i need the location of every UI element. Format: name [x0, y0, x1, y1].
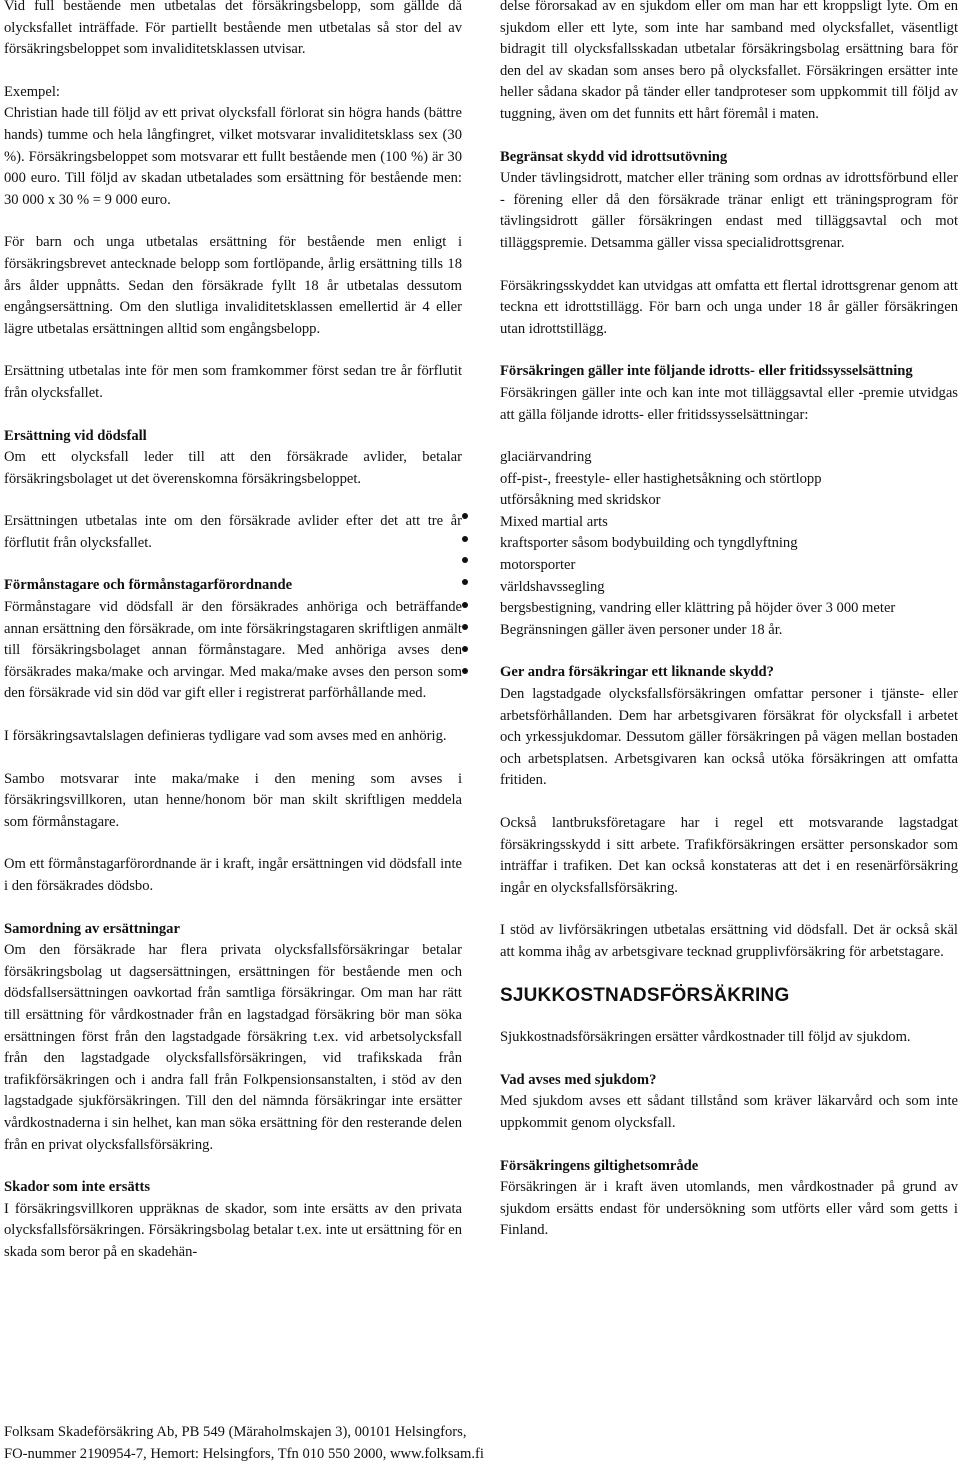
left-column — [4, 0, 462, 1264]
example-text: Christian hade till följd av ett privat olycksfall förlorat sin högra hands (bättre hands) tumme och hela långfingret, vilket motsvarar invaliditetsklass sex (30 %). Försäkringsbeloppet som motsvarar ett fullt bestående men (100 %) är 30 000 euro. Till följd av skadan utbetalades som ersättning för bestående men: 30 000 x 30 % = 9 000 euro. — [4, 105, 462, 208]
example-paragraph — [4, 82, 462, 212]
list-item: världshavssegling — [500, 578, 605, 595]
illness-heading: Vad avses med sjukdom? — [500, 1071, 657, 1088]
other-insurance-section — [500, 662, 958, 792]
list-item: bergsbestigning, vandring eller klättring på höjder över 3 000 meter — [500, 600, 896, 617]
beneficiary-text-4: Om ett förmånstagarförordnande är i kraft, ingår ersättningen vid dödsfall inte i den försäkrades dödsbo. — [4, 856, 462, 894]
beneficiary-heading: Förmånstagare och förmånstagarförordnande — [4, 577, 293, 594]
exclusion-heading: Försäkringen gäller inte följande idrotts- eller fritidssysselsättning — [500, 363, 913, 380]
page-footer — [4, 1422, 904, 1465]
beneficiary-text: Förmånstagare vid dödsfall är den försäkrades anhöriga och beträffande annan ersättning den försäkrade, om inte försäkringstagaren skriftligen anmält till försäkringsbolaget annan förmånstagare. Med anhöriga avses den försäkrades maka/make och arvingar. Med maka/make avses den person som den försäkrade vid sin död var gift eller i registrerat parförhållande med. — [4, 599, 462, 702]
beneficiary-text-3: Sambo motsvarar inte maka/make i den mening som avses i försäkringsvillkoren, utan henne/honom bör man skilt skriftligen meddela som förmånstagare. — [4, 770, 462, 830]
not-covered-heading: Skador som inte ersätts — [4, 1179, 151, 1196]
exclusion-note: Begränsningen gäller även personer under 18 år. — [500, 621, 783, 638]
scope-section — [500, 1156, 958, 1242]
other-insurance-heading: Ger andra försäkringar ett liknande skydd? — [500, 664, 774, 681]
beneficiary-section — [4, 575, 462, 705]
illness-section — [500, 1070, 958, 1135]
beneficiary-text-2: I försäkringsavtalslagen definieras tydligare vad som avses med en anhörig. — [4, 728, 447, 745]
sport-heading: Begränsat skydd vid idrottsutövning — [500, 148, 728, 165]
death-heading: Ersättning vid dödsfall — [4, 427, 147, 444]
list-item: Mixed martial arts — [500, 513, 608, 530]
not-covered-section — [4, 1177, 462, 1263]
bullet-icon — [462, 579, 468, 585]
footer-line-2: FO-nummer 2190954-7, Hemort: Helsingfors, Tfn 010 550 2000, www.folksam.fi — [4, 1445, 484, 1462]
bullet-icon — [462, 557, 468, 563]
intro-paragraph: Vid full bestående men utbetalas det försäkringsbelopp, som gällde då olycksfallet inträffade. För partiellt bestående men utbetalas så stor del av försäkringsbeloppet som invaliditetsklassen utvisar. — [4, 0, 462, 58]
bullet-icon — [462, 646, 468, 652]
death-text: Om ett olycksfall leder till att den försäkrade avlider, betalar försäkringsbolaget ut det överenskomna försäkringsbeloppet. — [4, 449, 462, 487]
coordination-section — [4, 919, 462, 1157]
example-label: Exempel: — [4, 83, 60, 100]
list-item: kraftsporter såsom bodybuilding och tyngdlyftning — [500, 535, 798, 552]
list-item: motorsporter — [500, 557, 576, 574]
bullet-icon — [462, 536, 468, 542]
illness-text: Med sjukdom avses ett sådant tillstånd som kräver läkarvård och som inte uppkommit genom olycksfall. — [500, 1093, 958, 1131]
list-item: utförsåkning med skridskor — [500, 492, 661, 509]
coordination-heading: Samordning av ersättningar — [4, 920, 180, 937]
footer-line-1: Folksam Skadeförsäkring Ab, PB 549 (Märaholmskajen 3), 00101 Helsingfors, — [4, 1424, 467, 1440]
sickness-cost-text: Sjukkostnadsförsäkringen ersätter vårdkostnader till följd av sjukdom. — [500, 1029, 911, 1046]
scope-heading: Försäkringens giltighetsområde — [500, 1157, 699, 1174]
sport-text: Under tävlingsidrott, matcher eller träning som ordnas av idrottsförbund eller - förening eller då den försäkrade tränar enligt ett träningsprogram för tävlingsidrott gäller försäkringen endast med tilläggsavtal och mot tilläggspremie. Detsamma gäller vissa specialidrottsgrenar. — [500, 170, 958, 251]
three-years-paragraph: Ersättning utbetalas inte för men som framkommer först sedan tre år förflutit från olycksfallet. — [4, 363, 462, 401]
sport-text-2: Försäkringsskyddet kan utvidgas att omfatta ett flertal idrottsgrenar genom att teckna ett idrottstillägg. För barn och unga under 18 år gäller försäkringen utan idrottstillägg. — [500, 277, 958, 337]
right-column — [500, 0, 958, 1263]
bullet-icon — [462, 513, 468, 519]
exclusion-list — [500, 447, 958, 620]
bullet-icon — [462, 624, 468, 630]
continuation-paragraph: delse förorsakad av en sjukdom eller om man har ett kroppsligt lyte. Om en sjukdom eller ett lyte, som inte har samband med olycksfallet, väsentligt bidragit till olycksfallsskadan utbetalar försäkringsbolag ersättning bara för den del av skadan som anses bero på olycksfallet. Försäkringen ersätter inte heller sådana skador på tänder eller tandproteser som uppkommit till följd av tuggning, även om det funnits ett hårt föremål i maten. — [500, 0, 958, 122]
scope-text: Försäkringen är i kraft även utomlands, men vårdkostnader på grund av sjukdom ersätts endast för undersökning som utförts eller vård som getts i Finland. — [500, 1179, 958, 1239]
bullet-icon — [462, 668, 468, 674]
death-text-2: Ersättningen utbetalas inte om den försäkrade avlider efter det att tre år förflutit från olycksfallet. — [4, 513, 462, 551]
exclusion-intro: Försäkringen gäller inte och kan inte mot tilläggsavtal eller -premie utvidgas att gälla följande idrotts- eller fritidssysselsättningar: — [500, 384, 958, 423]
other-insurance-text: Den lagstadgade olycksfallsförsäkringen omfattar personer i tjänste- eller arbetsförhållanden. Dem har arbetsgivaren försäkrat för olycksfall i arbetet och yrkessjukdomar. Dessutom gäller försäkringen på vägen mellan bostaden och arbetsplatsen. Arbetsgivaren kan också utöka försäkringen att omfatta fritiden. — [500, 686, 958, 789]
death-section — [4, 426, 462, 491]
exclusion-section — [500, 361, 958, 426]
children-paragraph: För barn och unga utbetalas ersättning för bestående men enligt i försäkringsbrevet antecknade belopp som fortlöpande, årlig ersättning tills 18 års ålder uppnåtts. Sedan den försäkrade fyllt 18 år utbetalas dessutom engångsersättning. Om den slutliga invaliditetsklassen emellertid är 4 eller lägre utbetalas ersättningen alltid som engångsbelopp. — [4, 234, 462, 337]
other-insurance-text-3: I stöd av livförsäkringen utbetalas ersättning vid dödsfall. Det är också skäl att komma ihåg av arbetsgivare tecknad grupplivförsäkring för arbetstagare. — [500, 922, 958, 960]
coordination-text: Om den försäkrade har flera privata olycksfallsförsäkringar betalar försäkringsbolag ut dagsersättningen, ersättningen för bestående men och dödsfallsersättningen oavkortad från samtliga försäkringar. Om man har rätt till ersättning för vårdkostnader från en lagstadgad försäkring bör man söka ersättningen först från den lagstadgade försäkring t.ex. vid arbetsolycksfall från den lagstadgade olycksfallsförsäkringen, vid trafikskada från trafikförsäkringen och i andra fall från Folkpensionsanstalten, i stöd av den lagstadgade sjukförsäkringen. Till den del nämnda försäkringar inte ersätter vårdkostnaderna i sin helhet, kan man söka ersättning för den resterande delen från en privat olycksfallsförsäkring. — [4, 942, 462, 1153]
list-item: glaciärvandring — [500, 449, 592, 466]
sickness-cost-heading: SJUKKOSTNADSFÖRSÄKRING — [500, 984, 790, 1006]
not-covered-text: I försäkringsvillkoren uppräknas de skador, som inte ersätts av den privata olycksfallsförsäkringen. Försäkringsbolag betalar t.ex. inte ut ersättning för en skada som beror på en skadehän- — [4, 1200, 462, 1260]
bullet-icon — [462, 602, 468, 608]
list-item: off-pist-, freestyle- eller hastighetsåkning och störtlopp — [500, 470, 822, 487]
sport-section — [500, 147, 958, 255]
other-insurance-text-2: Också lantbruksföretagare har i regel ett motsvarande lagstadgat försäkringsskydd i sitt arbete. Trafikförsäkringen ersätter personskador som inträffar i trafiken. Det kan också konstateras att det i en resenärförsäkring ingår en olycksfallsförsäkring. — [500, 815, 958, 896]
